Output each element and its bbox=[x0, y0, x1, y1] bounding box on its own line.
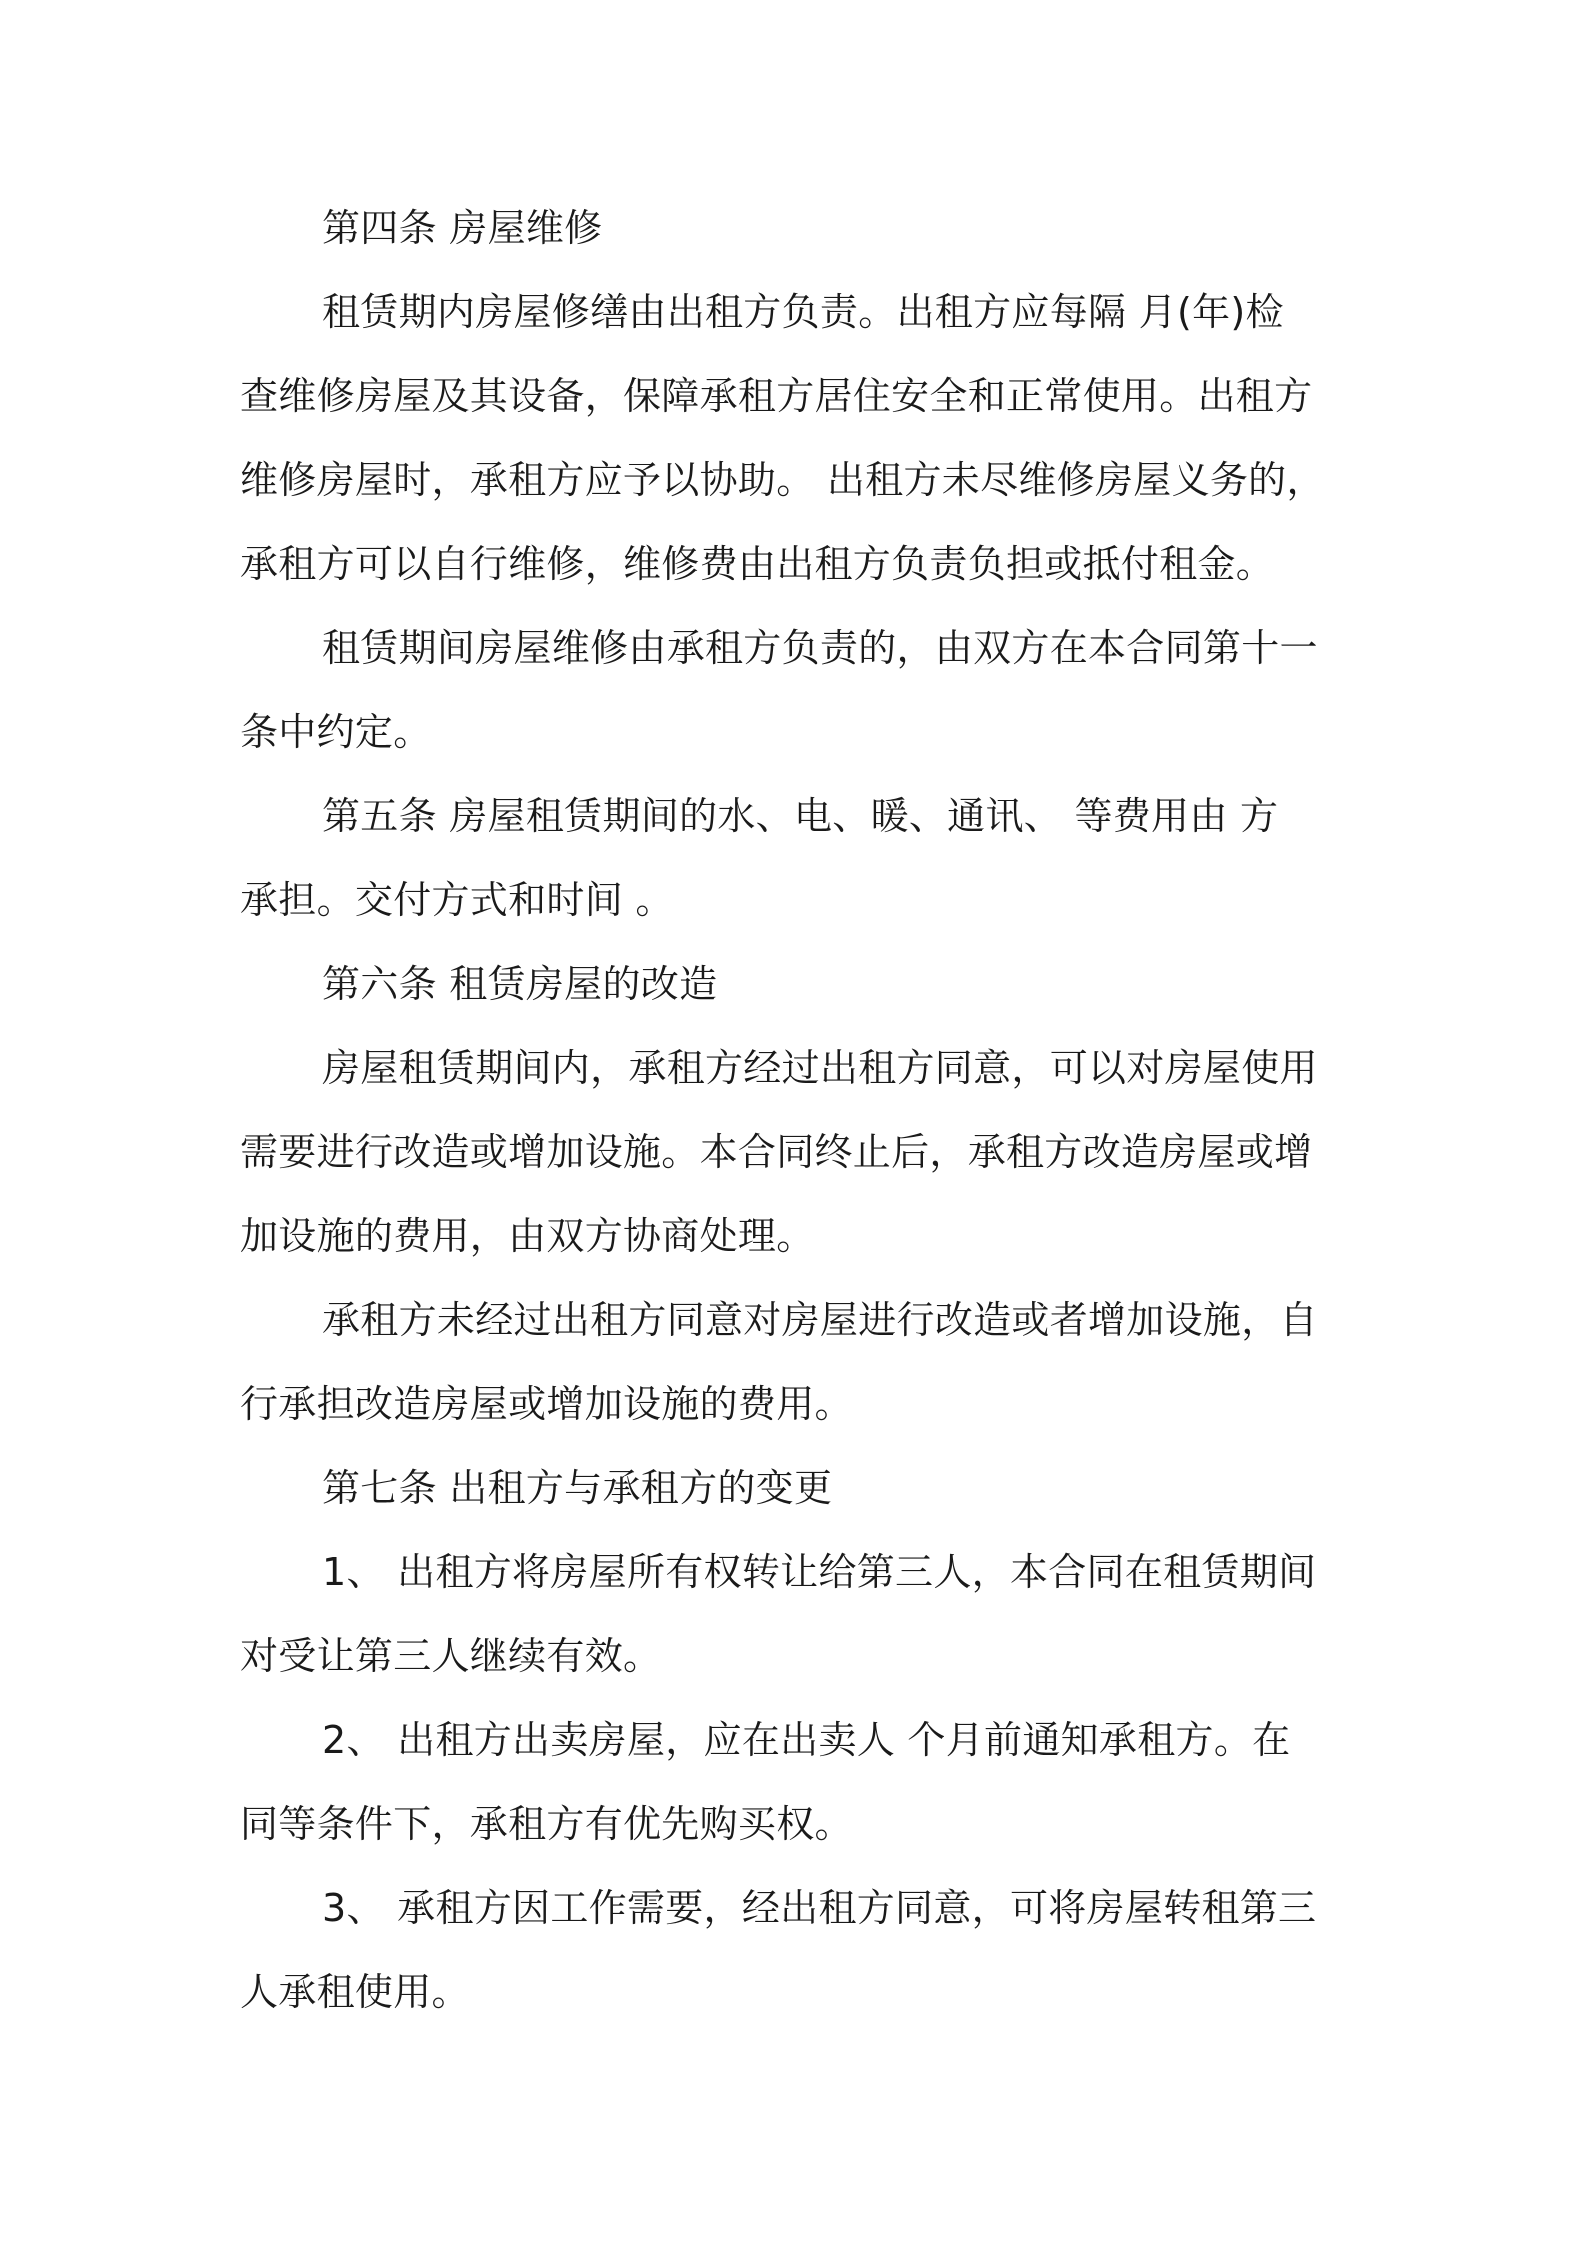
paragraph-line: 条中约定。 bbox=[240, 710, 432, 754]
article-4-heading: 第四条 房屋维修 bbox=[322, 206, 603, 250]
list-item-line: 对受让第三人继续有效。 bbox=[240, 1634, 662, 1678]
paragraph-line: 加设施的费用，由双方协商处理。 bbox=[240, 1214, 815, 1258]
article-6-heading: 第六条 租赁房屋的改造 bbox=[322, 962, 718, 1006]
paragraph-line: 承租方未经过出租方同意对房屋进行改造或者增加设施，自 bbox=[322, 1298, 1318, 1342]
paragraph-line: 承租方可以自行维修，维修费由出租方负责负担或抵付租金。 bbox=[240, 542, 1275, 586]
list-item-line: 人承租使用。 bbox=[240, 1970, 470, 2014]
article-5-heading: 第五条 房屋租赁期间的水、电、暖、通讯、 等费用由 方 bbox=[322, 794, 1279, 838]
list-item-line: 同等条件下，承租方有优先购买权。 bbox=[240, 1802, 853, 1846]
list-item-line: 2、 出租方出卖房屋，应在出卖人 个月前通知承租方。在 bbox=[322, 1718, 1291, 1762]
paragraph-line: 查维修房屋及其设备，保障承租方居住安全和正常使用。出租方 bbox=[240, 374, 1313, 418]
paragraph-line: 房屋租赁期间内，承租方经过出租方同意，可以对房屋使用 bbox=[322, 1046, 1318, 1090]
paragraph-line: 租赁期内房屋修缮由出租方负责。出租方应每隔 月(年)检 bbox=[322, 290, 1284, 334]
paragraph-line: 行承担改造房屋或增加设施的费用。 bbox=[240, 1382, 853, 1426]
paragraph-line: 维修房屋时，承租方应予以协助。 出租方未尽维修房屋义务的， bbox=[240, 458, 1325, 502]
list-item-line: 1、 出租方将房屋所有权转让给第三人，本合同在租赁期间 bbox=[322, 1550, 1317, 1594]
paragraph-line: 承担。交付方式和时间 。 bbox=[240, 878, 674, 922]
article-7-heading: 第七条 出租方与承租方的变更 bbox=[322, 1466, 833, 1510]
list-item-line: 3、 承租方因工作需要，经出租方同意，可将房屋转租第三 bbox=[322, 1886, 1317, 1930]
paragraph-line: 需要进行改造或增加设施。本合同终止后，承租方改造房屋或增 bbox=[240, 1130, 1313, 1174]
paragraph-line: 租赁期间房屋维修由承租方负责的，由双方在本合同第十一 bbox=[322, 626, 1318, 670]
